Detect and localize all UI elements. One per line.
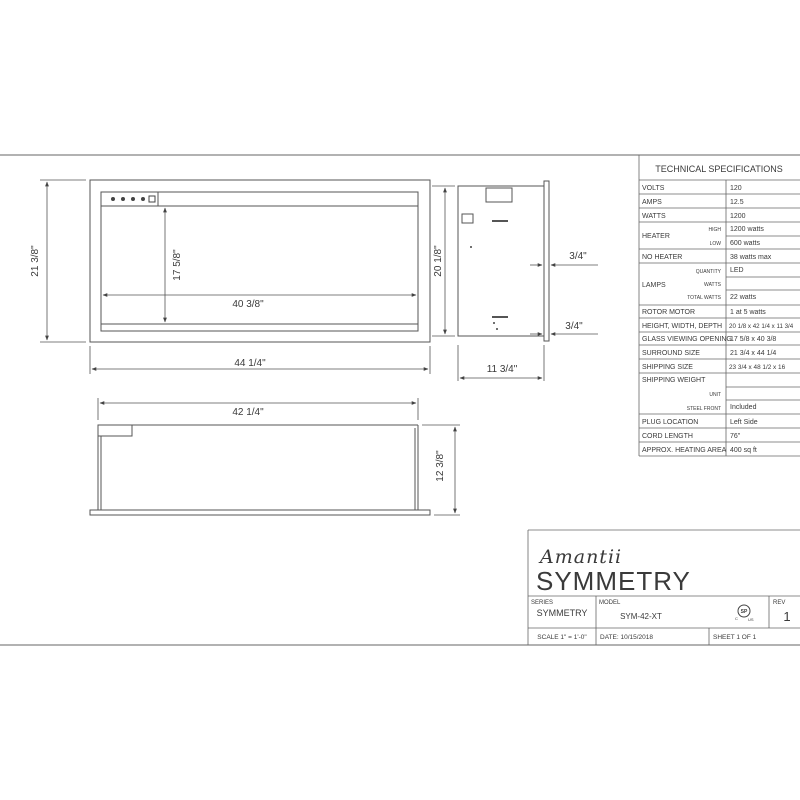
side-screw-icon: [493, 322, 495, 324]
series-value: SYMMETRY: [536, 608, 588, 618]
dim-label-front-height: 21 3/8": [30, 245, 41, 277]
spec-value-heater-high: 1200 watts: [730, 226, 764, 233]
spec-label-heating-area: APPROX. HEATING AREA: [642, 447, 727, 454]
power-switch-icon: [149, 196, 155, 202]
spec-label-shipping-weight: SHIPPING WEIGHT: [642, 377, 706, 384]
top-view: [90, 425, 430, 515]
dim-label-side-height: 20 1/8": [433, 245, 444, 277]
spec-sublabel-heater-low: LOW: [709, 241, 721, 247]
product-title: SYMMETRY: [536, 566, 691, 596]
spec-value-volts: 120: [730, 185, 742, 192]
spec-value-glass: 17 5/8 x 40 3/8: [730, 336, 777, 343]
rev-label: REV: [773, 600, 786, 606]
spec-value-steel-front: Included: [730, 404, 757, 411]
spec-title: TECHNICAL SPECIFICATIONS: [655, 164, 783, 174]
sheet-label: SHEET 1 OF 1: [713, 634, 757, 641]
spec-sublabel-steel-front: STEEL FRONT: [686, 406, 721, 412]
csa-certification-icon: [735, 605, 754, 622]
spec-value-heater-low: 600 watts: [730, 240, 760, 247]
dim-label-top-width: 42 1/4": [232, 407, 264, 418]
side-screw-icon: [496, 328, 498, 330]
spec-label-volts: VOLTS: [642, 185, 665, 192]
spec-sublabel-lamps-quantity: QUANTITY: [695, 269, 721, 275]
spec-value-no-heater: 38 watts max: [730, 254, 772, 261]
side-junction-box: [486, 188, 512, 202]
model-label: MODEL: [599, 600, 621, 606]
dim-label-view-height: 17 5/8": [172, 249, 183, 281]
dim-label-side-depth: 11 3/4": [486, 364, 518, 375]
scale-label: SCALE 1" = 1'-0": [537, 634, 587, 641]
front-control-panel: [111, 196, 155, 202]
front-inner-frame: [101, 192, 418, 331]
cert-mark-us: US: [748, 617, 754, 622]
spec-label-glass: GLASS VIEWING OPENING: [642, 336, 732, 343]
series-label: SERIES: [531, 600, 554, 606]
spec-value-heating-area: 400 sq ft: [730, 447, 757, 454]
side-view: [458, 181, 549, 341]
cert-mark-c: C: [735, 616, 738, 621]
spec-label-shipping-size: SHIPPING SIZE: [642, 364, 693, 371]
dim-label-view-width: 40 3/8": [232, 299, 264, 310]
title-block: [528, 530, 800, 645]
spec-value-shipping-size: 23 3/4 x 48 1/2 x 16: [729, 364, 786, 371]
side-outlet-icon: [462, 214, 473, 223]
spec-table: [639, 155, 800, 456]
front-surround: [90, 180, 430, 342]
side-front-flange: [544, 181, 549, 341]
spec-label-no-heater: NO HEATER: [642, 254, 683, 261]
spec-value-watts: 1200: [730, 213, 746, 220]
control-knob-icon: [111, 197, 115, 201]
spec-label-plug: PLUG LOCATION: [642, 419, 699, 426]
date-label: DATE: 10/15/2018: [600, 634, 653, 641]
spec-value-lamps-total: 22 watts: [730, 294, 757, 301]
spec-label-hwd: HEIGHT, WIDTH, DEPTH: [642, 323, 723, 330]
spec-label-lamps: LAMPS: [642, 282, 666, 289]
control-knob-icon: [121, 197, 125, 201]
spec-value-hwd: 20 1/8 x 42 1/4 x 11 3/4: [729, 323, 794, 330]
top-front-surround: [90, 510, 430, 515]
control-knob-icon: [141, 197, 145, 201]
spec-label-watts: WATTS: [642, 213, 666, 220]
control-knob-icon: [131, 197, 135, 201]
spec-sublabel-unit: UNIT: [709, 392, 721, 398]
dim-label-front-width: 44 1/4": [234, 358, 266, 369]
spec-label-amps: AMPS: [642, 199, 662, 206]
spec-value-plug: Left Side: [730, 419, 758, 426]
rev-value: 1: [783, 609, 791, 624]
top-junction-box: [98, 425, 132, 436]
spec-label-rotor: ROTOR MOTOR: [642, 309, 696, 316]
spec-sublabel-lamps-watts: WATTS: [704, 282, 721, 288]
side-screw-icon: [470, 246, 472, 248]
dim-label-side-flange-top: 3/4": [569, 251, 587, 262]
dim-label-top-depth: 12 3/8": [435, 450, 446, 482]
model-value: SYM-42-XT: [620, 612, 662, 621]
dim-label-side-flange-bottom: 3/4": [565, 321, 583, 332]
spec-sublabel-heater-high: HIGH: [708, 227, 721, 233]
spec-label-heater: HEATER: [642, 233, 670, 240]
spec-value-cord: 76": [730, 433, 741, 440]
spec-value-lamps-quantity: LED: [730, 267, 744, 274]
spec-value-rotor: 1 at 5 watts: [730, 309, 766, 316]
spec-label-cord: CORD LENGTH: [642, 433, 693, 440]
spec-sublabel-lamps-total: TOTAL WATTS: [687, 295, 721, 301]
spec-label-surround: SURROUND SIZE: [642, 350, 700, 357]
spec-value-surround: 21 3/4 x 44 1/4: [730, 350, 777, 357]
front-view: [90, 180, 430, 342]
cert-mark-sp: SP: [740, 609, 748, 615]
side-body: [458, 186, 544, 336]
brand-logo: Amantii: [540, 546, 623, 568]
spec-value-amps: 12.5: [730, 199, 744, 206]
